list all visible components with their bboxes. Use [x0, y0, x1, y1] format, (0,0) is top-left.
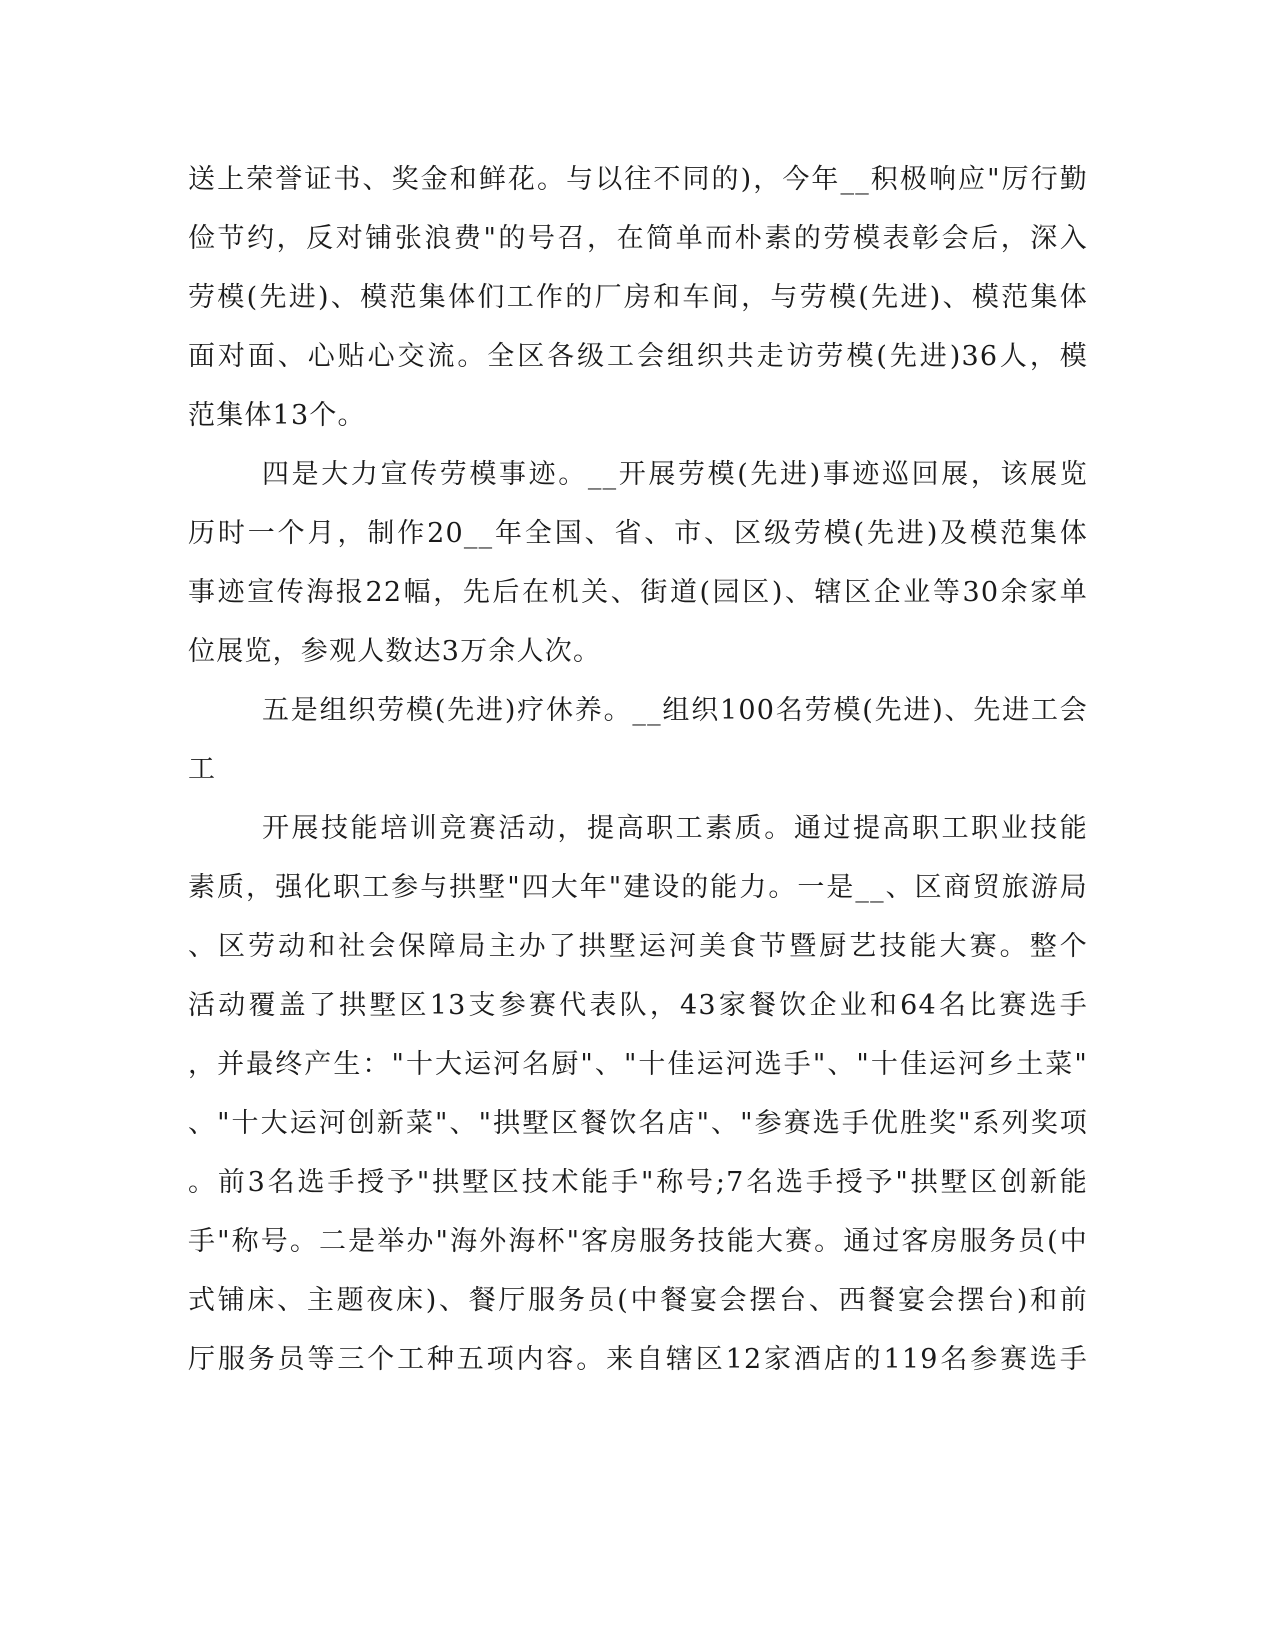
paragraph-line: 厅服务员等三个工种五项内容。来自辖区12家酒店的119名参赛选手 [188, 1344, 1088, 1375]
paragraph-line: 式铺床、主题夜床)、餐厅服务员(中餐宴会摆台、西餐宴会摆台)和前 [188, 1285, 1088, 1316]
paragraph-line-indent: 五是组织劳模(先进)疗休养。__组织100名劳模(先进)、先进工会 [262, 695, 1088, 726]
paragraph-line-indent: 四是大力宣传劳模事迹。__开展劳模(先进)事迹巡回展，该展览 [262, 459, 1088, 490]
paragraph-line: 、区劳动和社会保障局主办了拱墅运河美食节暨厨艺技能大赛。整个 [188, 931, 1088, 962]
paragraph-line: 劳模(先进)、模范集体们工作的厂房和车间，与劳模(先进)、模范集体 [188, 282, 1088, 313]
paragraph-line-end: 工 [188, 754, 217, 785]
paragraph-line: 素质，强化职工参与拱墅"四大年"建设的能力。一是__、区商贸旅游局 [188, 872, 1088, 903]
paragraph-line: ，并最终产生："十大运河名厨"、"十佳运河选手"、"十佳运河乡土菜" [188, 1049, 1088, 1080]
paragraph-line-indent: 开展技能培训竞赛活动，提高职工素质。通过提高职工职业技能 [262, 813, 1088, 844]
paragraph-line-end: 范集体13个。 [188, 400, 366, 431]
paragraph-line: 俭节约，反对铺张浪费"的号召，在简单而朴素的劳模表彰会后，深入 [188, 223, 1088, 254]
paragraph-line: 。前3名选手授予"拱墅区技术能手"称号;7名选手授予"拱墅区创新能 [188, 1167, 1088, 1198]
paragraph-line: 送上荣誉证书、奖金和鲜花。与以往不同的)，今年__积极响应"厉行勤 [188, 164, 1088, 195]
paragraph-line: 、"十大运河创新菜"、"拱墅区餐饮名店"、"参赛选手优胜奖"系列奖项 [188, 1108, 1088, 1139]
paragraph-line: 历时一个月，制作20__年全国、省、市、区级劳模(先进)及模范集体 [188, 518, 1088, 549]
paragraph-line: 活动覆盖了拱墅区13支参赛代表队，43家餐饮企业和64名比赛选手 [188, 990, 1088, 1021]
paragraph-line: 手"称号。二是举办"海外海杯"客房服务技能大赛。通过客房服务员(中 [188, 1226, 1088, 1257]
paragraph-line-end: 位展览，参观人数达3万余人次。 [188, 636, 602, 667]
paragraph-line: 事迹宣传海报22幅，先后在机关、街道(园区)、辖区企业等30余家单 [188, 577, 1088, 608]
paragraph-line: 面对面、心贴心交流。全区各级工会组织共走访劳模(先进)36人，模 [188, 341, 1088, 372]
